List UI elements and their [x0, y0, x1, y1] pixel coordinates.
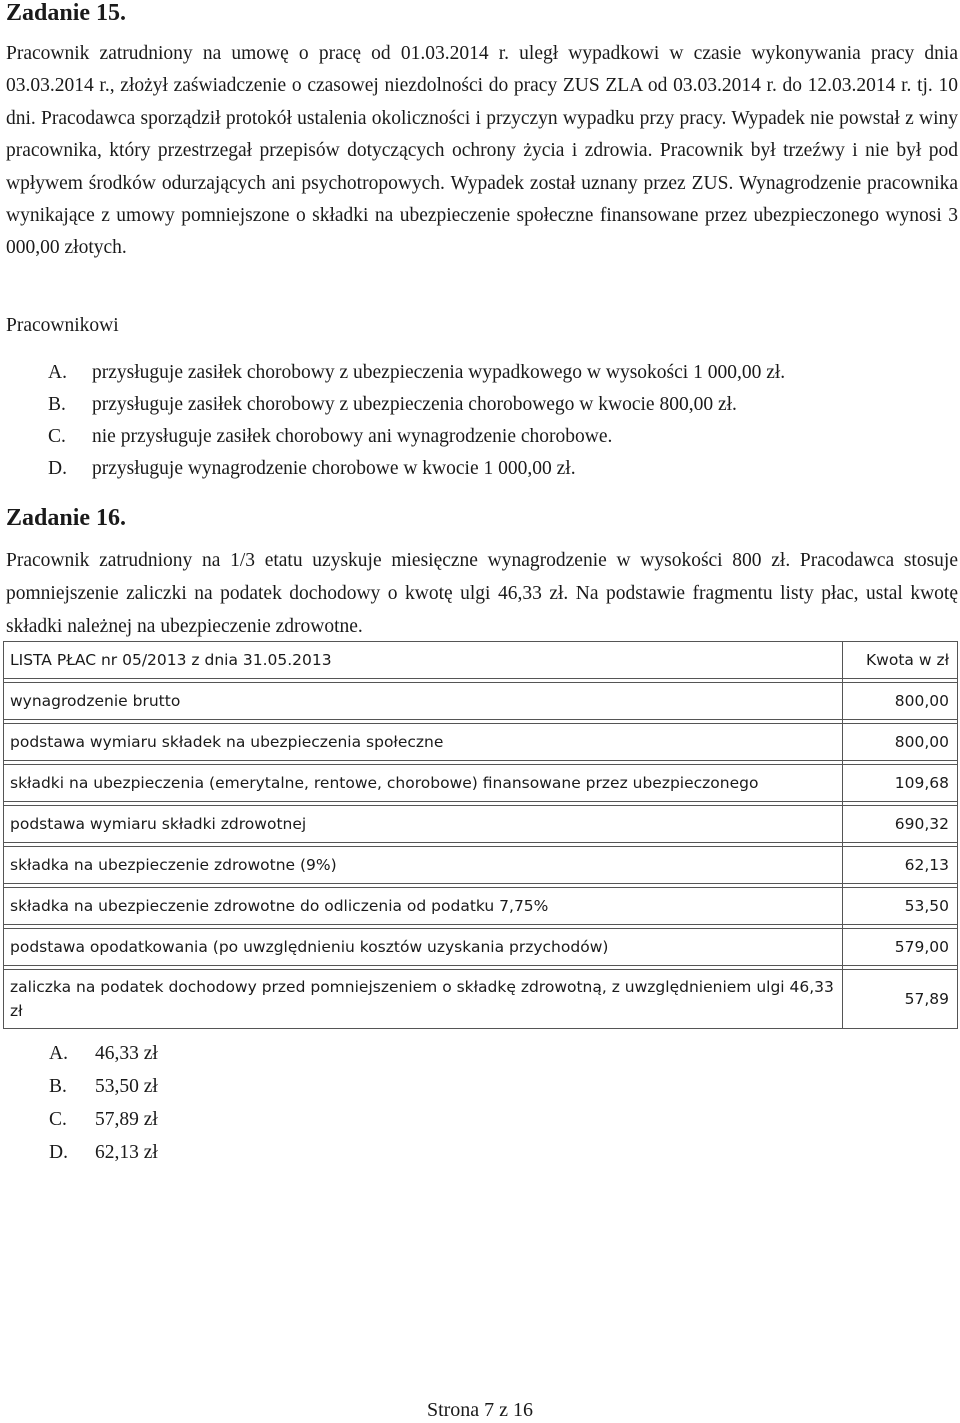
row-label: podstawa wymiaru składek na ubezpieczenia społeczne [4, 724, 843, 761]
table-row [4, 765, 958, 802]
table-row [4, 683, 958, 720]
option-letter: C. [49, 1109, 67, 1130]
option-letter: B. [49, 1076, 67, 1097]
row-label: wynagrodzenie brutto [4, 683, 843, 720]
row-label: podstawa wymiaru składki zdrowotnej [4, 806, 843, 843]
table-row [4, 806, 958, 843]
table-row [4, 970, 958, 1029]
option-letter: D. [49, 1142, 68, 1163]
row-label: zaliczka na podatek dochodowy przed pomniejszeniem o składkę zdrowotną, z uwzględnieniem ulgi 46,33 zł [4, 970, 843, 1029]
option-text: przysługuje zasiłek chorobowy z ubezpieczenia wypadkowego w wysokości 1 000,00 zł. [92, 362, 786, 383]
table-header-amount: Kwota w zł [843, 642, 958, 679]
option-text: 53,50 zł [95, 1076, 158, 1097]
page-number: Strona 7 z 16 [426, 1399, 534, 1421]
row-amount: 579,00 [843, 929, 958, 966]
row-amount: 109,68 [843, 765, 958, 802]
table-row [4, 929, 958, 966]
row-label: podstawa opodatkowania (po uwzględnieniu kosztów uzyskania przychodów) [4, 929, 843, 966]
table-row [4, 888, 958, 925]
task-16-title: Zadanie 16. [6, 505, 127, 531]
task-15-options [48, 360, 948, 488]
task-15-title: Zadanie 15. [6, 0, 127, 26]
answer-option-b [48, 392, 948, 424]
answer-option-a [49, 1041, 349, 1074]
answer-option-b [49, 1074, 349, 1107]
row-label: składka na ubezpieczenie zdrowotne do odliczenia od podatku 7,75% [4, 888, 843, 925]
answer-option-d [48, 456, 948, 488]
row-amount: 62,13 [843, 847, 958, 884]
option-letter: A. [49, 1043, 68, 1064]
option-letter: B. [48, 394, 66, 415]
row-amount: 57,89 [843, 970, 958, 1029]
option-text: przysługuje zasiłek chorobowy z ubezpieczenia chorobowego w kwocie 800,00 zł. [92, 394, 737, 415]
option-text: 46,33 zł [95, 1043, 158, 1064]
row-amount: 53,50 [843, 888, 958, 925]
option-letter: C. [48, 426, 66, 447]
row-amount: 800,00 [843, 724, 958, 761]
table-header-label: LISTA PŁAC nr 05/2013 z dnia 31.05.2013 [4, 642, 843, 679]
row-amount: 800,00 [843, 683, 958, 720]
table-header-row [4, 642, 958, 679]
answer-option-d [49, 1140, 349, 1173]
row-label: składki na ubezpieczenia (emerytalne, rentowe, chorobowe) finansowane przez ubezpieczonego [4, 765, 843, 802]
answer-option-c [49, 1107, 349, 1140]
option-letter: A. [48, 362, 67, 383]
answer-option-c [48, 424, 948, 456]
task-16-intro: Pracownik zatrudniony na 1/3 etatu uzyskuje miesięczne wynagrodzenie w wysokości 800 zł. Pracodawca stosuje pomniejszenie zaliczki na podatek dochodowy o kwotę ulgi 46,33 zł. Na podstawie fragmentu listy płac, ustal kwotę składki należnej na ubezpieczenie zdrowotne. [6, 550, 958, 637]
option-text: nie przysługuje zasiłek chorobowy ani wynagrodzenie chorobowe. [92, 426, 613, 447]
option-text: 62,13 zł [95, 1142, 158, 1163]
task-15-lead: Pracownikowi [6, 315, 119, 336]
row-amount: 690,32 [843, 806, 958, 843]
table-row [4, 724, 958, 761]
task-15-intro: Pracownik zatrudniony na umowę o pracę od 01.03.2014 r. uległ wypadkowi w czasie wykonywania pracy dnia 03.03.2014 r., złożył zaświadczenie o czasowej niezdolności do pracy ZUS ZLA od 03.03.2014 r. do 12.03.2014 r. tj. 10 dni. Pracodawca sporządził protokół ustalenia okoliczności i przyczyn wypadku przy pracy. Wypadek nie powstał z winy pracownika, który przestrzegał przepisów dotyczących ochrony życia i zdrowia. Pracownik był trzeźwy i nie był pod wpływem środków odurzających ani psychotropowych. Wypadek został uznany przez ZUS. Wynagrodzenie pracownika wynikające z umowy pomniejszone o składki na ubezpieczenie społeczne finansowane przez ubezpieczonego wynosi 3 000,00 złotych. [6, 43, 958, 259]
option-text: 57,89 zł [95, 1109, 158, 1130]
task-16-options [49, 1041, 349, 1173]
option-letter: D. [48, 458, 67, 479]
row-label: składka na ubezpieczenie zdrowotne (9%) [4, 847, 843, 884]
payroll-table [3, 641, 958, 1029]
option-text: przysługuje wynagrodzenie chorobowe w kwocie 1 000,00 zł. [92, 458, 576, 479]
table-row [4, 847, 958, 884]
answer-option-a [48, 360, 948, 392]
